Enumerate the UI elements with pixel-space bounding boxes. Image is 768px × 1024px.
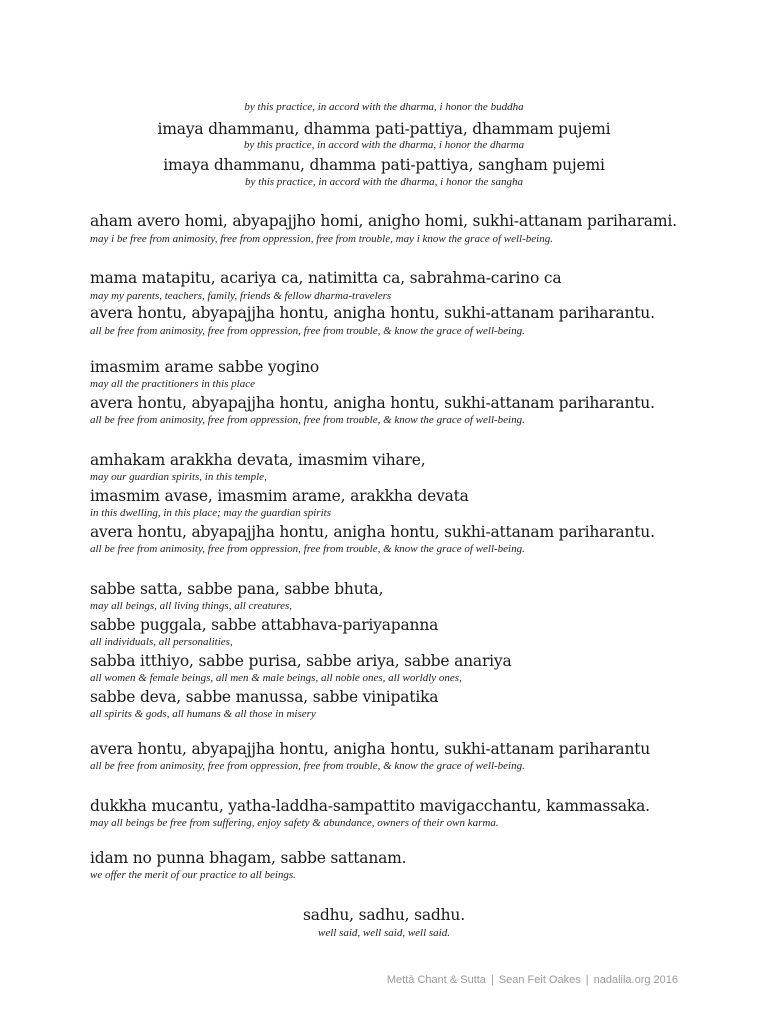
verse-pali: amhakam arakkha devata, imasmim vihare, bbox=[90, 451, 426, 469]
verse-translation: all be free from animosity, free from oppression, free from trouble, & know the grace of well-being. bbox=[90, 414, 525, 426]
verse-pali: idam no punna bhagam, sabbe sattanam. bbox=[90, 849, 407, 867]
verse-translation: all be free from animosity, free from oppression, free from trouble, & know the grace of well-being. bbox=[90, 325, 525, 337]
verse-translation: in this dwelling, in this place; may the guardian spirits bbox=[90, 507, 331, 519]
verse-translation: all be free from animosity, free from oppression, free from trouble, & know the grace of well-being. bbox=[90, 543, 525, 555]
verse-translation: may i be free from animosity, free from oppression, free from trouble, may i know the grace of well-being. bbox=[90, 233, 553, 245]
verse-translation: all individuals, all personalities, bbox=[90, 636, 233, 648]
footer-author: Sean Feit Oakes bbox=[498, 974, 581, 986]
verse-translation: all spirits & gods, all humans & all those in misery bbox=[90, 708, 316, 720]
verse-pali: imasmim avase, imasmim arame, arakkha devata bbox=[90, 487, 469, 505]
verse-translation: may our guardian spirits, in this temple, bbox=[90, 471, 267, 483]
verse-pali: sabbe satta, sabbe pana, sabbe bhuta, bbox=[90, 580, 384, 598]
opening-pali-dhamma: imaya dhammanu, dhamma pati-pattiya, dhammam pujemi bbox=[157, 120, 611, 138]
verse-translation: may my parents, teachers, family, friends & fellow dharma-travelers bbox=[90, 290, 392, 302]
verse-pali: sabba itthiyo, sabbe purisa, sabbe ariya, sabbe anariya bbox=[90, 652, 512, 670]
verse-pali: sabbe deva, sabbe manussa, sabbe vinipatika bbox=[90, 688, 439, 706]
verse-translation: may all beings be free from suffering, enjoy safety & abundance, owners of their own karma. bbox=[90, 817, 499, 829]
verse-translation: may all the practitioners in this place bbox=[90, 378, 255, 390]
verse-pali: mama matapitu, acariya ca, natimitta ca, sabrahma-carino ca bbox=[90, 269, 562, 287]
verse-pali: avera hontu, abyapajjha hontu, anigha hontu, sukhi-attanam pariharantu. bbox=[90, 394, 655, 412]
verse-pali: sabbe puggala, sabbe attabhava-pariyapanna bbox=[90, 616, 439, 634]
footer-separator: | bbox=[585, 974, 589, 986]
verse-translation: all women & female beings, all men & male beings, all noble ones, all worldly ones, bbox=[90, 672, 462, 684]
opening-pali-sangham: imaya dhammanu, dhamma pati-pattiya, sangham pujemi bbox=[163, 156, 605, 174]
verse-pali: dukkha mucantu, yatha-laddha-sampattito mavigacchantu, kammassaka. bbox=[90, 797, 650, 815]
opening-translation-buddha: by this practice, in accord with the dharma, i honor the buddha bbox=[244, 101, 524, 113]
verse-pali: aham avero homi, abyapajjho homi, anigho homi, sukhi-attanam pariharami. bbox=[90, 212, 677, 230]
page-footer bbox=[387, 974, 678, 986]
closing-translation: well said, well said, well said. bbox=[317, 927, 450, 939]
opening-translation-dharma: by this practice, in accord with the dharma, i honor the dharma bbox=[243, 139, 525, 151]
opening-translation-sangha: by this practice, in accord with the dharma, i honor the sangha bbox=[245, 176, 523, 188]
verse-pali: avera hontu, abyapajjha hontu, anigha hontu, sukhi-attanam pariharantu. bbox=[90, 304, 655, 322]
verse-pali: avera hontu, abyapajjha hontu, anigha hontu, sukhi-attanam pariharantu. bbox=[90, 523, 655, 541]
footer-separator: | bbox=[490, 974, 494, 986]
verse-pali: avera hontu, abyapajjha hontu, anigha hontu, sukhi-attanam pariharantu bbox=[90, 740, 651, 758]
verse-translation: we offer the merit of our practice to all beings. bbox=[90, 869, 296, 881]
footer-site: nadalila.org 2016 bbox=[593, 974, 678, 986]
verse-pali: imasmim arame sabbe yogino bbox=[90, 358, 320, 376]
verse-translation: may all beings, all living things, all creatures, bbox=[90, 600, 293, 612]
verse-translation: all be free from animosity, free from oppression, free from trouble, & know the grace of well-being. bbox=[90, 760, 525, 772]
closing-pali: sadhu, sadhu, sadhu. bbox=[303, 906, 465, 924]
footer-title: Mettā Chant & Sutta bbox=[386, 974, 486, 986]
